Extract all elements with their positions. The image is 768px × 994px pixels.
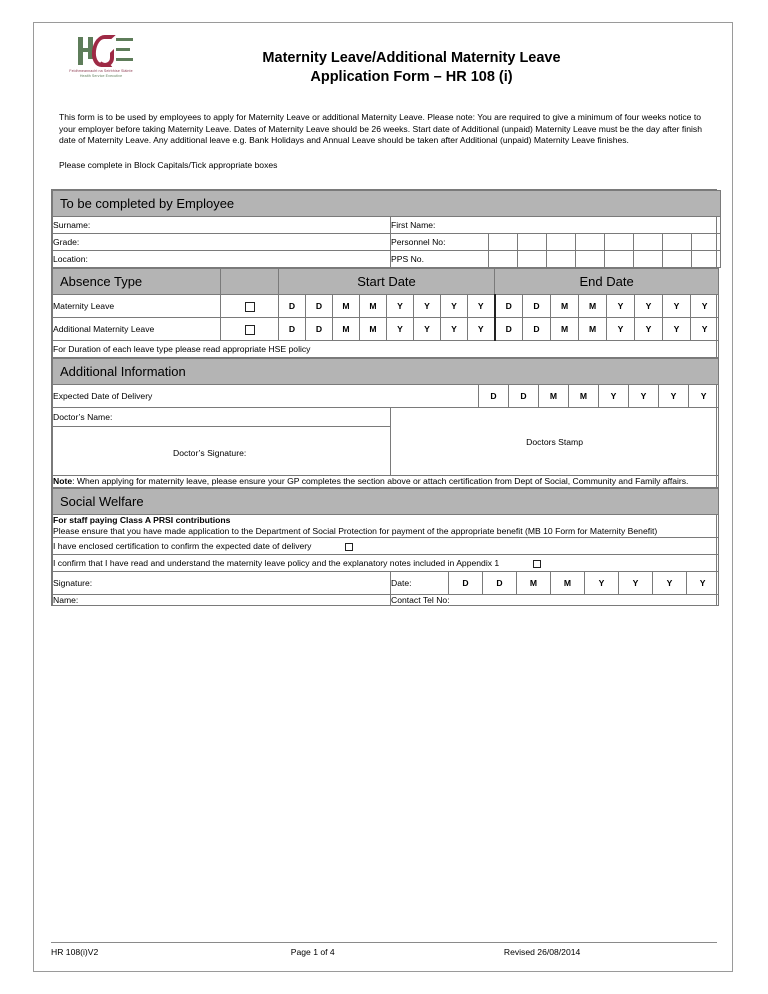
date-label: Date: — [391, 572, 449, 595]
ml-end-y4[interactable]: Y — [691, 295, 719, 318]
form-header — [51, 31, 717, 103]
hse-logo — [53, 35, 149, 91]
gp-note-row — [53, 476, 719, 488]
aml-end-d2[interactable]: D — [523, 318, 551, 341]
hse-logo-text-irish: Feidhmeannacht na Seirbhíse Sláinte — [69, 69, 133, 73]
employee-section-table — [52, 190, 721, 268]
hse-logo-text-english: Health Service Executive — [79, 74, 123, 78]
edd-box-3[interactable]: M — [539, 385, 569, 408]
surname-field[interactable]: Surname: — [53, 217, 391, 234]
maternity-leave-checkbox[interactable] — [221, 295, 279, 318]
aml-start-d1[interactable]: D — [279, 318, 306, 341]
intro-paragraph: This form is to be used by employees to apply for Maternity Leave or additional Maternity Leave. Please note: You are required to give a minimum of four weeks notice to your employer before taking Maternity Leave. Dates of Maternity Leave should be 26 weeks. Start date of Additional (unpaid) Maternity Leave must be the day after finish date of Maternity Leave. Any additional leave e.g. Bank Holidays and Annual Leave should be taken after Additional (unpaid) Maternity Leave finishes. — [59, 112, 702, 146]
absence-type-heading: Absence Type — [53, 269, 221, 295]
ml-end-d1[interactable]: D — [495, 295, 523, 318]
aml-start-m1[interactable]: M — [333, 318, 360, 341]
signature-field[interactable]: Signature: — [53, 572, 391, 595]
ml-start-m2[interactable]: M — [360, 295, 387, 318]
personnel-no-label: Personnel No: — [391, 234, 489, 251]
employee-section-heading-row — [53, 191, 721, 217]
aml-start-y2[interactable]: Y — [414, 318, 441, 341]
social-welfare-table — [52, 488, 719, 606]
checkbox-icon — [245, 302, 255, 312]
ml-start-m1[interactable]: M — [333, 295, 360, 318]
additional-maternity-leave-row — [53, 318, 719, 341]
contact-tel-field[interactable]: Contact Tel No: — [391, 595, 719, 606]
personnel-no-box-3[interactable] — [547, 234, 576, 251]
edd-box-5[interactable]: Y — [599, 385, 629, 408]
form-page — [33, 22, 733, 972]
employee-section-heading: To be completed by Employee — [53, 191, 721, 217]
absence-tick-header — [221, 269, 279, 295]
footer-page-number: Page 1 of 4 — [290, 947, 335, 957]
aml-end-m1[interactable]: M — [551, 318, 579, 341]
date-box-7[interactable]: Y — [653, 572, 687, 595]
page-title-line2: Application Form – HR 108 (i) — [310, 69, 513, 85]
personnel-no-box-1[interactable] — [489, 234, 518, 251]
pps-no-box-4[interactable] — [576, 251, 605, 268]
enclosed-cert-row-cell[interactable] — [53, 538, 719, 555]
ml-start-d1[interactable]: D — [279, 295, 306, 318]
aml-start-d2[interactable]: D — [306, 318, 333, 341]
page-title-line1: Maternity Leave/Additional Maternity Leave — [262, 50, 561, 66]
confirm-policy-label: I confirm that I have read and understand the maternity leave policy and the explanatory notes included in Appendix 1 — [53, 558, 500, 569]
name-contact-row — [53, 595, 719, 606]
aml-start-y1[interactable]: Y — [387, 318, 414, 341]
maternity-leave-label: Maternity Leave — [53, 295, 221, 318]
ml-end-y1[interactable]: Y — [607, 295, 635, 318]
date-box-6[interactable]: Y — [619, 572, 653, 595]
grade-field[interactable]: Grade: — [53, 234, 391, 251]
additional-information-heading: Additional Information — [53, 359, 719, 385]
ml-end-y3[interactable]: Y — [663, 295, 691, 318]
intro-instruction: Please complete in Block Capitals/Tick appropriate boxes — [59, 159, 278, 170]
hse-logo-mark — [68, 35, 134, 67]
gp-note — [53, 476, 719, 488]
end-date-header: End Date — [495, 269, 719, 295]
edd-box-8[interactable]: Y — [689, 385, 719, 408]
page-title — [51, 31, 717, 87]
grade-row — [53, 234, 721, 251]
intro-block — [51, 103, 717, 171]
edd-box-4[interactable]: M — [569, 385, 599, 408]
personnel-no-box-6[interactable] — [634, 234, 663, 251]
ml-start-y3[interactable]: Y — [441, 295, 468, 318]
personnel-no-box-5[interactable] — [605, 234, 634, 251]
personnel-no-box-7[interactable] — [663, 234, 692, 251]
edd-box-2[interactable]: D — [509, 385, 539, 408]
pps-no-box-8[interactable] — [692, 251, 721, 268]
ml-start-d2[interactable]: D — [306, 295, 333, 318]
date-box-1[interactable]: D — [449, 572, 483, 595]
first-name-field[interactable]: First Name: — [391, 217, 721, 234]
aml-end-y3[interactable]: Y — [663, 318, 691, 341]
enclosed-cert-row — [53, 538, 719, 555]
footer-form-ref: HR 108(i)V2 — [51, 947, 99, 957]
location-field[interactable]: Location: — [53, 251, 391, 268]
pps-no-box-6[interactable] — [634, 251, 663, 268]
aml-end-y4[interactable]: Y — [691, 318, 719, 341]
pps-no-box-3[interactable] — [547, 251, 576, 268]
personnel-no-box-4[interactable] — [576, 234, 605, 251]
start-date-header: Start Date — [279, 269, 495, 295]
personnel-no-box-2[interactable] — [518, 234, 547, 251]
ml-end-m1[interactable]: M — [551, 295, 579, 318]
absence-type-table — [52, 268, 719, 358]
aml-end-y2[interactable]: Y — [635, 318, 663, 341]
doctor-signature-field[interactable] — [53, 427, 391, 476]
aml-end-d1[interactable]: D — [495, 318, 523, 341]
ml-start-y1[interactable]: Y — [387, 295, 414, 318]
gp-note-text: : When applying for maternity leave, please ensure your GP completes the section above or attach certification from Dept of Social, Community and Family affairs. — [72, 476, 689, 487]
personnel-no-box-8[interactable] — [692, 234, 721, 251]
confirm-policy-row-cell[interactable] — [53, 555, 719, 572]
date-box-8[interactable]: Y — [687, 572, 719, 595]
pps-no-box-1[interactable] — [489, 251, 518, 268]
social-welfare-heading: Social Welfare — [53, 489, 719, 515]
location-row — [53, 251, 721, 268]
aml-end-y1[interactable]: Y — [607, 318, 635, 341]
confirm-policy-checkbox[interactable] — [533, 560, 541, 568]
edd-box-6[interactable]: Y — [629, 385, 659, 408]
doctors-stamp-area[interactable]: Doctors Stamp — [391, 408, 719, 476]
prsi-text: Please ensure that you have made application to the Department of Social Protection for payment of the appropriate benefit (MB 10 Form for Maternity Benefit) — [53, 526, 658, 537]
aml-end-m2[interactable]: M — [579, 318, 607, 341]
aml-start-y4[interactable]: Y — [468, 318, 495, 341]
doctor-name-field[interactable]: Doctor’s Name: — [53, 408, 391, 427]
footer-revised-date: Revised 26/08/2014 — [503, 947, 581, 957]
additional-information-table — [52, 358, 719, 488]
edd-box-1[interactable]: D — [479, 385, 509, 408]
aml-start-y3[interactable]: Y — [441, 318, 468, 341]
date-box-3[interactable]: M — [517, 572, 551, 595]
enclosed-cert-checkbox[interactable] — [345, 543, 353, 551]
expected-delivery-row — [53, 385, 719, 408]
confirm-policy-row — [53, 555, 719, 572]
prsi-heading: For staff paying Class A PRSI contributions — [53, 515, 231, 526]
duration-note-row — [53, 341, 719, 358]
ml-end-y2[interactable]: Y — [635, 295, 663, 318]
additional-maternity-leave-label: Additional Maternity Leave — [53, 318, 221, 341]
expected-delivery-label: Expected Date of Delivery — [53, 385, 479, 408]
form-body — [51, 189, 717, 606]
prsi-block — [53, 515, 719, 538]
checkbox-icon — [245, 325, 255, 335]
doctor-name-row — [53, 408, 719, 427]
date-box-2[interactable]: D — [483, 572, 517, 595]
absence-header-row — [53, 269, 719, 295]
duration-note: For Duration of each leave type please read appropriate HSE policy — [53, 341, 719, 358]
page-footer — [51, 942, 717, 957]
additional-maternity-leave-checkbox[interactable] — [221, 318, 279, 341]
name-field[interactable]: Name: — [53, 595, 391, 606]
ml-end-d2[interactable]: D — [523, 295, 551, 318]
gp-note-prefix: Note — [53, 476, 73, 487]
prsi-row — [53, 515, 719, 538]
pps-no-box-5[interactable] — [605, 251, 634, 268]
pps-no-box-2[interactable] — [518, 251, 547, 268]
hse-logo-text — [53, 69, 149, 79]
ml-end-m2[interactable]: M — [579, 295, 607, 318]
social-welfare-heading-row — [53, 489, 719, 515]
edd-box-7[interactable]: Y — [659, 385, 689, 408]
date-box-4[interactable]: M — [551, 572, 585, 595]
pps-no-box-7[interactable] — [663, 251, 692, 268]
ml-start-y2[interactable]: Y — [414, 295, 441, 318]
pps-no-label: PPS No. — [391, 251, 489, 268]
signature-date-row — [53, 572, 719, 595]
date-box-5[interactable]: Y — [585, 572, 619, 595]
doctor-signature-label: Doctor’s Signature: — [173, 447, 247, 458]
maternity-leave-row — [53, 295, 719, 318]
additional-info-heading-row — [53, 359, 719, 385]
aml-start-m2[interactable]: M — [360, 318, 387, 341]
ml-start-y4[interactable]: Y — [468, 295, 495, 318]
name-row — [53, 217, 721, 234]
enclosed-cert-label: I have enclosed certification to confirm the expected date of delivery — [53, 541, 312, 552]
